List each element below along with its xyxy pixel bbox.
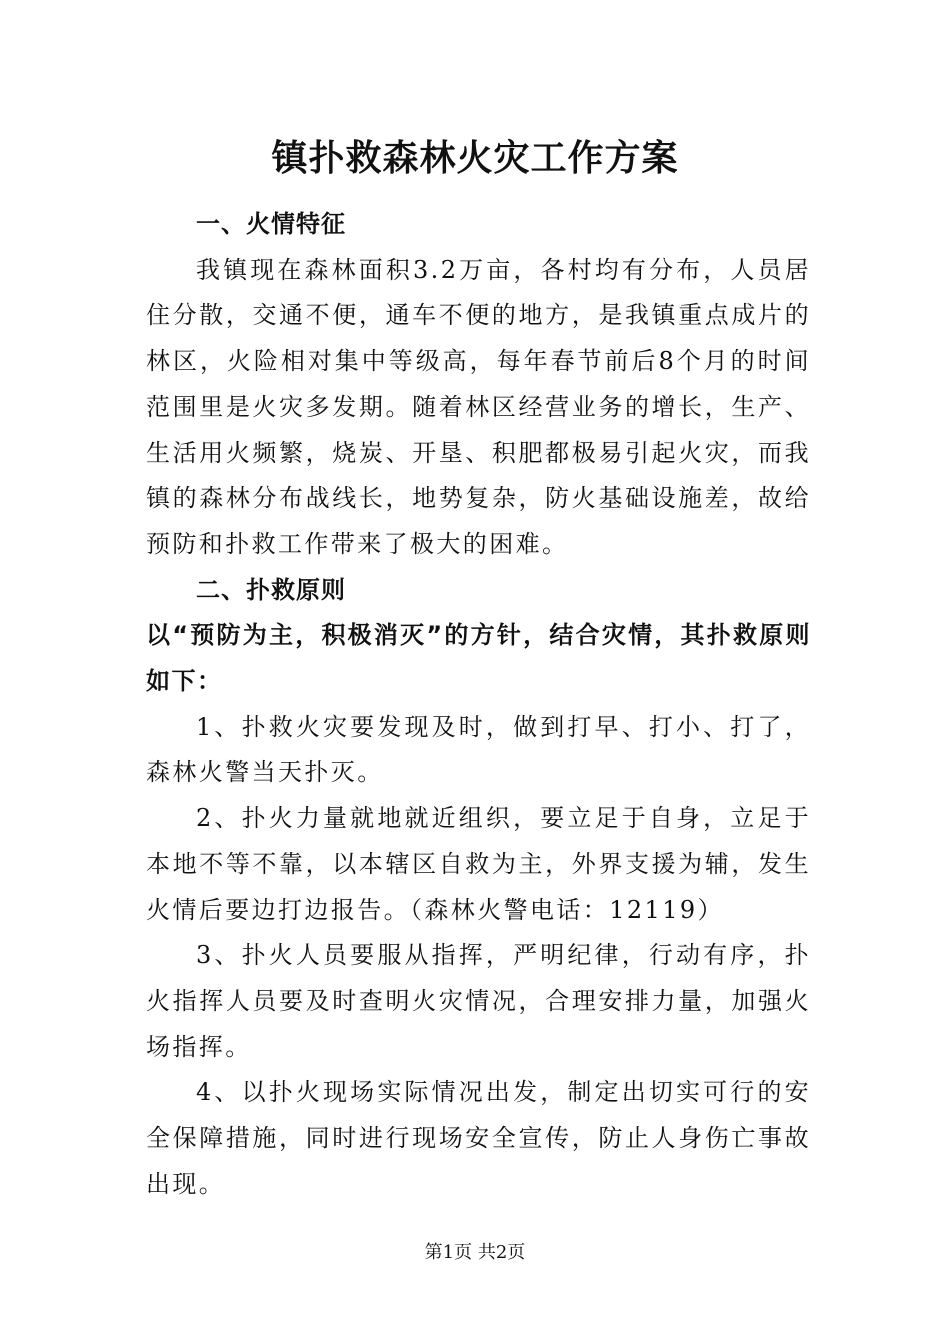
paragraph-principle-1: 1、扑救火灾要发现及时，做到打早、打小、打了，森林火警当天扑灭。: [146, 712, 811, 787]
section-heading-fire-features: 一、火情特征: [196, 210, 346, 238]
paragraph-principles-intro: 以“预防为主，积极消灭”的方针，结合灾情，其扑救原则如下：: [146, 621, 811, 696]
document-body: [146, 202, 811, 1207]
document-title: 镇扑救森林火灾工作方案: [271, 137, 679, 179]
page-number-footer: 第1页 共2页: [424, 1242, 526, 1263]
paragraph-principle-2: 2、扑火力量就地就近组织，要立足于自身，立足于本地不等不靠，以本辖区自救为主，外界支援为辅，发生火情后要边打边报告。（森林火警电话：12119）: [146, 804, 811, 924]
paragraph-fire-features: 我镇现在森林面积3.2万亩，各村均有分布，人员居住分散，交通不便，通车不便的地方，是我镇重点成片的林区，火险相对集中等级高，每年春节前后8个月的时间范围里是火灾多发期。随着林区经营业务的增长，生产、生活用火频繁，烧炭、开垦、积肥都极易引起火灾，而我镇的森林分布战线长，地势复杂，防火基础设施差，故给预防和扑救工作带来了极大的困难。: [146, 255, 811, 558]
paragraph-principle-3: 3、扑火人员要服从指挥，严明纪律，行动有序，扑火指挥人员要及时查明火灾情况，合理安排力量，加强火场指挥。: [146, 941, 811, 1061]
paragraph-principle-4: 4、以扑火现场实际情况出发，制定出切实可行的安全保障措施，同时进行现场安全宣传，防止人身伤亡事故出现。: [146, 1078, 811, 1198]
section-heading-rescue-principles: 二、扑救原则: [196, 575, 346, 604]
